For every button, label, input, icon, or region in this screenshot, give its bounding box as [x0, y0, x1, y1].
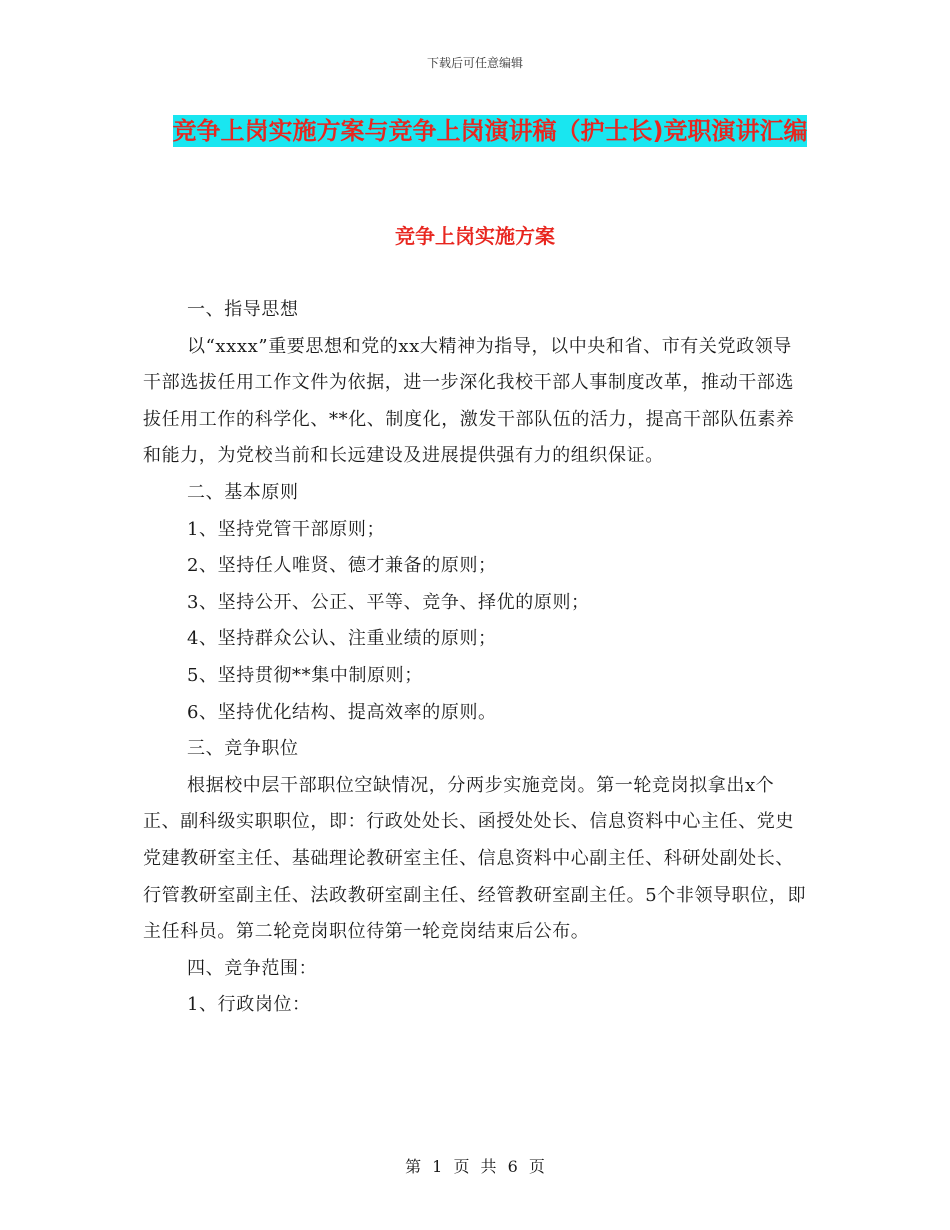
- paragraph-guiding-ideology: 以“xxxx”重要思想和党的xx大精神为指导，以中央和省、市有关党政领导干部选拔任用工作文件为依据，进一步深化我校干部人事制度改革，推动干部选拔任用工作的科学化、**化、制度化，激发干部队伍的活力，提高干部队伍素养和能力，为党校当前和长远建设及进展提供强有力的组织保证。: [143, 335, 795, 467]
- list-item-principle-6: 6、坚持优化结构、提高效率的原则。: [187, 701, 497, 723]
- document-body: [143, 292, 808, 1024]
- header-note: 下载后可任意编辑: [426, 56, 523, 70]
- page-footer: 第 1 页 共 6 页: [405, 1157, 545, 1176]
- list-item-principle-1: 1、坚持党管干部原则；: [187, 518, 386, 540]
- heading-competition-scope: 四、竞争范围：: [187, 957, 318, 979]
- section-title: 竞争上岗实施方案: [395, 224, 555, 248]
- document-title: [140, 110, 840, 153]
- list-item-principle-4: 4、坚持群众公认、注重业绩的原则；: [187, 628, 497, 650]
- list-item-principle-5: 5、坚持贯彻**集中制原则；: [187, 664, 423, 686]
- paragraph-competition-positions: 根据校中层干部职位空缺情况，分两步实施竞岗。第一轮竞岗拟拿出x个正、副科级实职职位，即：行政处处长、函授处处长、信息资料中心主任、党史党建教研室主任、基础理论教研室主任、信息资料中心副主任、科研处副处长、行管教研室副主任、法政教研室副主任、经管教研室副主任。5个非领导职位，即主任科员。第二轮竞岗职位待第一轮竞岗结束后公布。: [143, 774, 807, 943]
- list-item-scope-1: 1、行政岗位：: [187, 994, 311, 1016]
- list-item-principle-2: 2、坚持任人唯贤、德才兼备的原则；: [187, 555, 497, 577]
- heading-competition-positions: 三、竞争职位: [187, 738, 299, 760]
- heading-guiding-ideology: 一、指导思想: [187, 299, 299, 320]
- list-item-principle-3: 3、坚持公开、公正、平等、竞争、择优的原则；: [187, 591, 590, 613]
- heading-basic-principles: 二、基本原则: [187, 481, 299, 503]
- document-title-text: 竞争上岗实施方案与竞争上岗演讲稿（护士长)竞职演讲汇编: [172, 117, 808, 145]
